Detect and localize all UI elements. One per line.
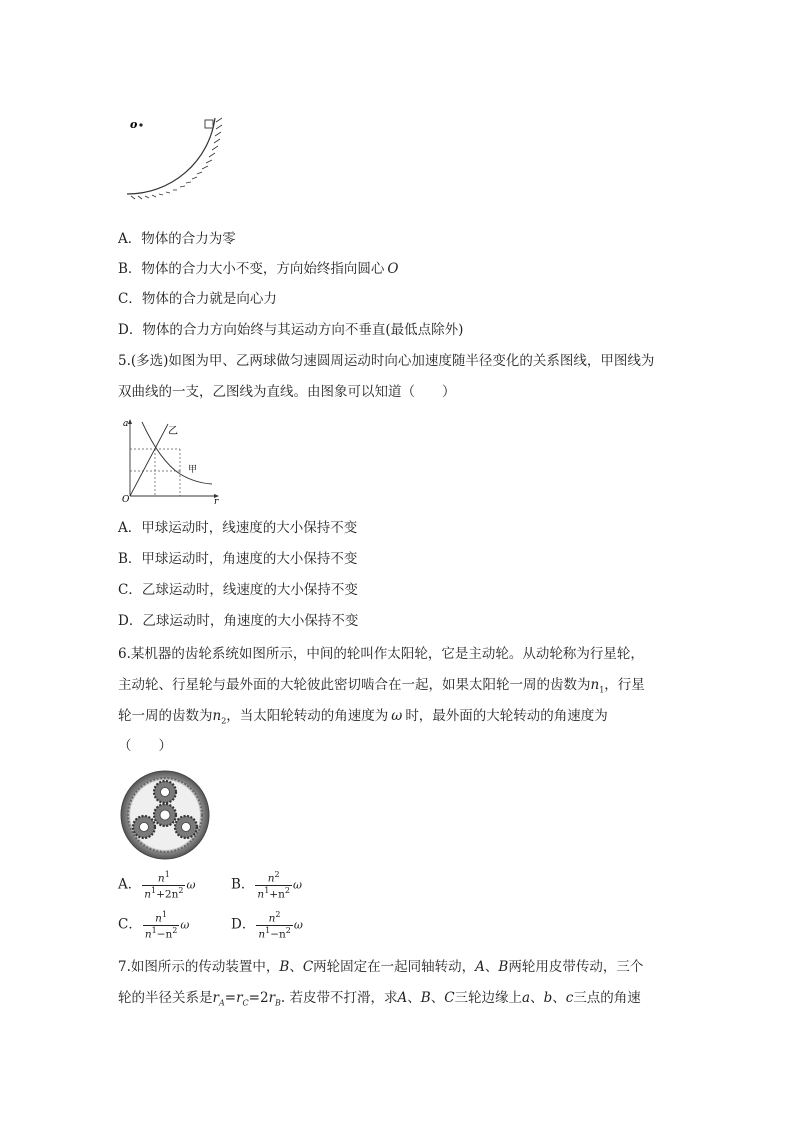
q4-option-a: A．物体的合力为零 (118, 231, 236, 247)
center-point-label: o (130, 118, 138, 131)
q5-option-c: C．乙球运动时，线速度的大小保持不变 (118, 582, 358, 598)
q5-option-b: B．甲球运动时，角速度的大小保持不变 (118, 551, 358, 567)
q5-option-d: D．乙球运动时，角速度的大小保持不变 (118, 613, 359, 629)
origin-label: O (122, 495, 130, 504)
track-hatching (131, 118, 222, 199)
y-axis-arrow (128, 419, 132, 424)
q6-option-a-fraction: $\frac{n^1}{n^1+2n^2}$ (144, 870, 184, 900)
q7-stem-line-2: 轮的半径关系是$r_A=r_C=2r_B$. 若皮带不打滑，求A、B、C三轮边缘上a、b、c三点的角速 (118, 990, 641, 1008)
q6-option-d-fraction: $\frac{n^2}{n^1-n^2}$ (258, 910, 291, 940)
y-axis-label: a (123, 419, 129, 429)
object-block (205, 120, 213, 128)
center-point-dot (139, 123, 142, 126)
x-axis-label: r (214, 497, 219, 504)
q4-option-d: D．物体的合力方向始终与其运动方向不垂直(最低点除外) (118, 322, 464, 338)
q6-stem-line-2: 主动轮、行星轮与最外面的大轮彼此密切啮合在一起，如果太阳轮一周的齿数为$n_1$，行星 (118, 677, 645, 695)
planet-gear-left (133, 816, 155, 838)
planet-gear-top (154, 781, 176, 803)
q4-option-b: B．物体的合力大小不变，方向始终指向圆心 O (118, 261, 399, 277)
q6-stem-line-1: 6.某机器的齿轮系统如图所示，中间的轮叫作太阳轮，它是主动轮。从动轮称为行星轮， (118, 646, 644, 662)
q6-option-d: D． $\frac{n^2}{n^1-n^2}$ ω (231, 910, 303, 940)
sun-gear (154, 804, 176, 826)
track-arc (127, 118, 215, 194)
line-yi-label: 乙 (168, 426, 178, 437)
q6-stem-line-4: （ ） (118, 738, 172, 754)
q6-stem-line-3: 轮一周的齿数为$n_2$，当太阳轮转动的角速度为 ω 时，最外面的大轮转动的角速度为 (118, 708, 608, 726)
gear-system-figure (120, 770, 210, 860)
q6-option-b-fraction: $\frac{n^2}{n^1+n^2}$ (257, 870, 290, 900)
planet-gear-right (175, 816, 197, 838)
q5-stem-line-2: 双曲线的一支，乙图线为直线。由图象可以知道（ ） (118, 384, 456, 400)
q6-option-a: A． $\frac{n^1}{n^1+2n^2}$ ω (118, 870, 196, 900)
q4-option-c: C．物体的合力就是向心力 (118, 291, 277, 307)
semicircle-track-figure (120, 110, 230, 205)
dashed-guides (130, 449, 180, 496)
acceleration-radius-graph (120, 416, 225, 504)
curve-jia-label: 甲 (188, 465, 198, 475)
q5-option-a: A．甲球运动时，线速度的大小保持不变 (118, 520, 358, 536)
q6-option-c-fraction: $\frac{n^1}{n^1-n^2}$ (144, 910, 178, 940)
q6-option-c: C． $\frac{n^1}{n^1-n^2}$ ω (118, 910, 190, 940)
line-yi (130, 424, 168, 496)
q5-stem-line-1: 5.(多选)如图为甲、乙两球做匀速圆周运动时向心加速度随半径变化的关系图线，甲图线为 (118, 353, 655, 369)
q6-option-b: B． $\frac{n^2}{n^1+n^2}$ ω (231, 870, 302, 900)
q7-stem-line-1: 7.如图所示的传动装置中，B、C两轮固定在一起同轴转动，A、B两轮用皮带传动，三个 (118, 959, 644, 975)
